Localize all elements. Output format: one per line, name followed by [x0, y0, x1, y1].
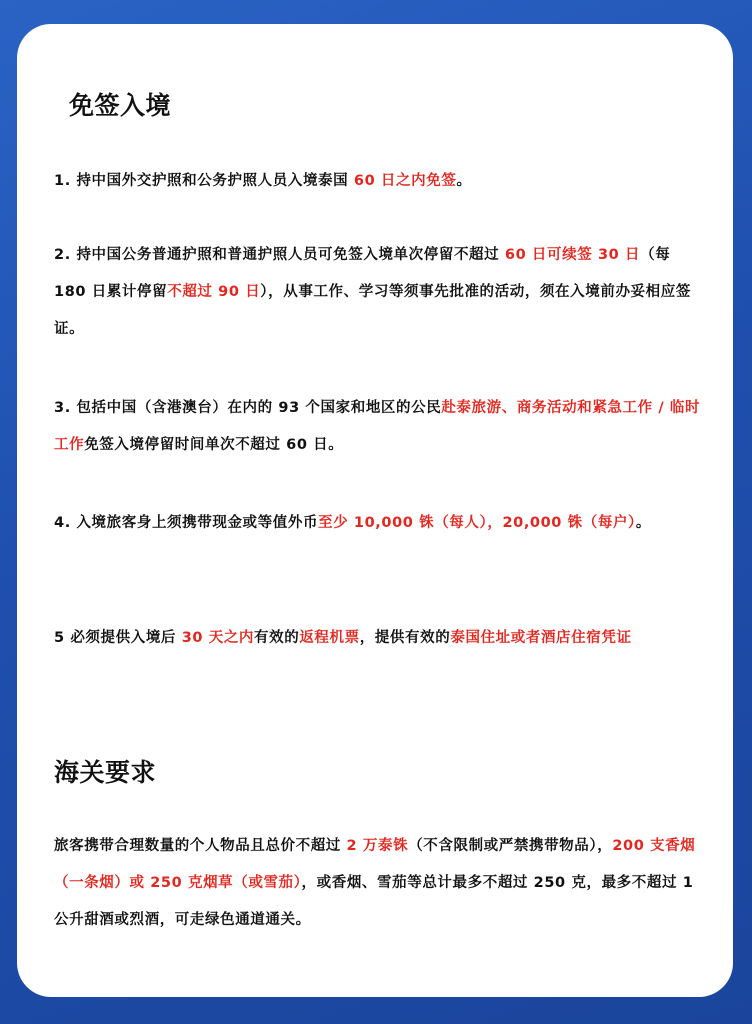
visa-item-1-text: 1. 持中国外交护照和公务护照人员入境泰国 — [54, 173, 354, 189]
visa-item-3 — [54, 390, 702, 464]
visa-item-4-highlight: 至少 10,000 铢（每人），20,000 铢（每户） — [318, 515, 636, 531]
visa-item-5-text: 5 必须提供入境后 — [54, 630, 182, 646]
customs-section-title: 海关要求 — [54, 758, 157, 787]
visa-item-3-highlight: 赴泰旅游、商务活动和紧急工作 / 临时工作 — [54, 400, 701, 453]
visa-item-1 — [54, 163, 702, 200]
customs-text-2: （不含限制或严禁携带物品）， — [408, 838, 613, 854]
visa-item-5-text-2: 有效的 — [254, 630, 300, 646]
visa-item-3-text: 3. 包括中国（含港澳台）在内的 93 个国家和地区的公民 — [54, 400, 442, 416]
visa-item-2-text: 2. 持中国公务普通护照和普通护照人员可免签入境单次停留不超过 — [54, 247, 505, 263]
visa-item-2-highlight-2: 不超过 90 日 — [167, 284, 261, 300]
customs-highlight-2: 200 支香烟（一条烟）或 250 克烟草（或雪茄） — [54, 838, 696, 891]
visa-item-4 — [54, 505, 702, 542]
customs-text-1: 旅客携带合理数量的个人物品且总价不超过 — [54, 838, 347, 854]
content-card — [17, 24, 733, 997]
visa-item-4-text: 4. 入境旅客身上须携带现金或等值外币 — [54, 515, 319, 531]
visa-item-2-highlight-1: 60 日可续签 30 日 — [504, 247, 641, 263]
visa-item-2-text-3: ），从事工作、学习等须事先批准的活动，须在入境前办妥相应签证。 — [54, 284, 691, 337]
visa-item-1-end: 。 — [456, 173, 472, 189]
visa-item-1-highlight: 60 日之内免签 — [353, 173, 457, 189]
visa-section-title: 免签入境 — [69, 91, 172, 120]
visa-item-4-end: 。 — [635, 515, 652, 531]
visa-item-5-highlight-1: 30 天之内 — [181, 630, 255, 646]
customs-highlight-1: 2 万泰铢 — [346, 838, 409, 854]
visa-item-5 — [54, 620, 702, 657]
visa-item-5-highlight-3: 泰国住址或者酒店住宿凭证 — [450, 630, 632, 646]
customs-text-3: ，或香烟、雪茄等总计最多不超过 250 克，最多不超过 1 公升甜酒或烈酒，可走绿色通道通关。 — [54, 875, 694, 928]
customs-paragraph — [54, 828, 702, 939]
visa-item-2-text-2: （每 180 日累计停留 — [54, 247, 671, 300]
visa-item-2 — [54, 237, 702, 348]
visa-item-5-text-3: ，提供有效的 — [359, 630, 451, 646]
visa-item-5-highlight-2: 返程机票 — [299, 630, 360, 646]
visa-item-3-text-2: 免签入境停留时间单次不超过 60 日。 — [84, 437, 344, 453]
